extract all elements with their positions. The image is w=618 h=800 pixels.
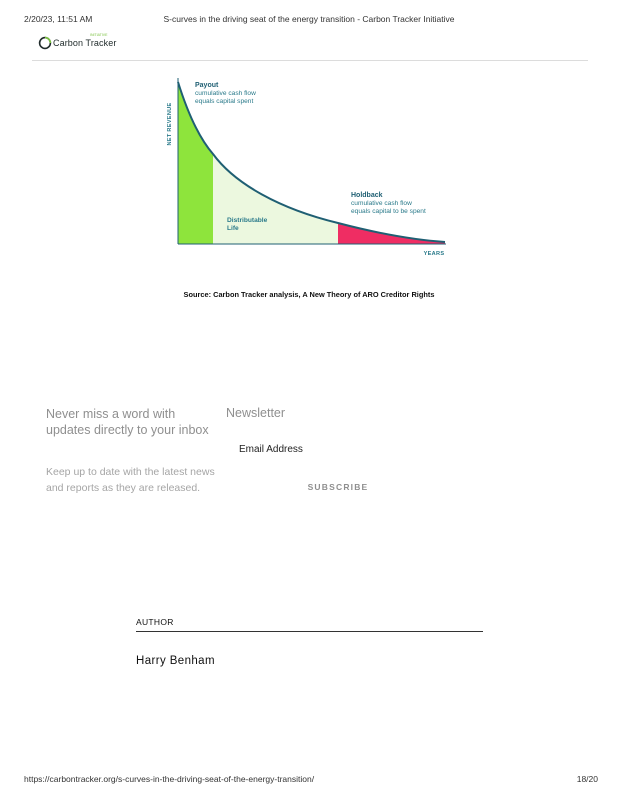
carbon-tracker-logo-icon [38,36,52,50]
holdback-desc-1: cumulative cash flow [351,200,412,207]
print-url: https://carbontracker.org/s-curves-in-the-driving-seat-of-the-energy-transition/ [24,774,315,784]
y-axis-label: NET REVENUE [167,102,173,146]
print-datetime: 2/20/23, 11:51 AM [24,14,93,24]
payout-area [178,82,213,244]
payout-desc-2: equals capital spent [195,98,254,105]
author-name-link[interactable]: Harry Benham [136,655,215,667]
aro-chart [160,74,460,264]
holdback-desc-2: equals capital to be spent [351,208,426,215]
payout-title: Payout [195,82,219,89]
author-label: AUTHOR [136,617,174,627]
newsletter-heading: Never miss a word with updates directly to your inbox [46,407,209,437]
distributable-label-2: Life [227,225,239,232]
newsletter-title: Newsletter [226,406,286,420]
email-field[interactable] [233,440,465,458]
logo-text: Carbon Tracker [53,38,117,48]
subscribe-button[interactable]: SUBSCRIBE [290,478,386,496]
chart-source-caption: Source: Carbon Tracker analysis, A New Theory of ARO Creditor Rights [183,290,435,299]
header-divider [32,60,588,61]
aro-chart-svg [160,74,460,264]
distributable-label-1: Distributable [227,217,268,224]
site-logo[interactable] [38,33,117,50]
author-divider [136,631,483,632]
x-axis-label: YEARS [423,251,445,257]
holdback-title: Holdback [351,192,383,199]
payout-desc-1: cumulative cash flow [195,90,256,97]
print-page-title: S-curves in the driving seat of the energy transition - Carbon Tracker Initiative [163,14,455,24]
logo-tagline: INITIATIVE [90,33,108,37]
print-page-number: 18/20 [576,774,598,784]
newsletter-description: Keep up to date with the latest news and reports as they are released. [46,466,215,494]
